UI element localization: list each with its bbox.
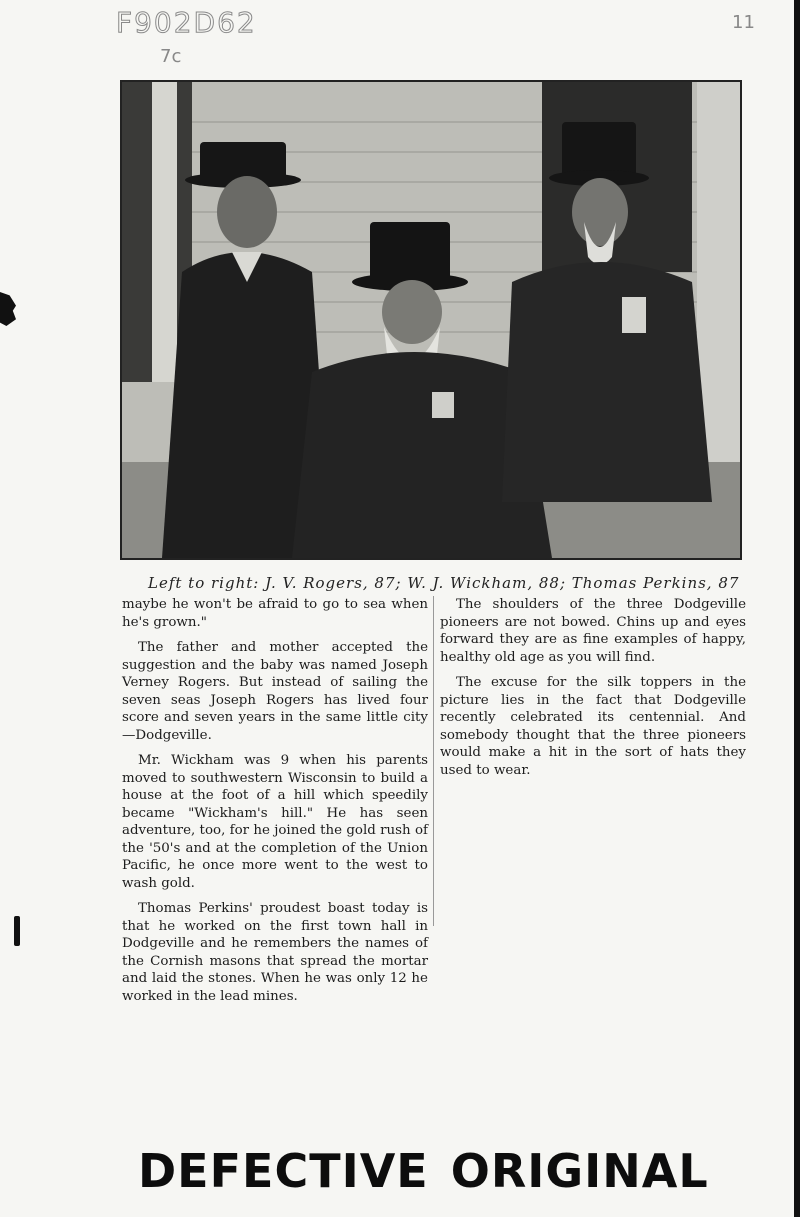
article-paragraph: Thomas Perkins' proudest boast today is that he worked on the first town hall in Dodgeville and he remembers the names of the Cornish masons that spread the mortar and laid the stones. When he was only 12 he worked in the lead mines. bbox=[122, 901, 428, 1004]
article-paragraph: The excuse for the silk toppers in the picture lies in the fact that Dodgeville recently celebrated its centennial. And somebody thought that the three pioneers would make a hit in the sort of hats they used to wear. bbox=[440, 675, 746, 778]
newspaper-photo bbox=[120, 80, 742, 560]
archive-code: F902D62 bbox=[116, 6, 257, 39]
article-left-column bbox=[122, 596, 428, 1013]
stamp-word: DEFECTIVE bbox=[138, 1144, 429, 1198]
article-paragraph: Mr. Wickham was 9 when his parents moved to southwestern Wisconsin to build a house at the foot of a hill which speedily became "Wickham's hill." He has seen adventure, too, for he joined the gold rush of the '50's and at the completion of the Union Pacific, he once more went to the west to wash gold. bbox=[122, 753, 428, 891]
binding-tick bbox=[14, 916, 20, 946]
column-divider bbox=[433, 596, 434, 926]
defective-original-stamp bbox=[138, 1144, 709, 1198]
archive-subcode: 7c bbox=[160, 46, 182, 67]
photo-caption: Left to right: J. V. Rogers, 87; W. J. Wickham, 88; Thomas Perkins, 87 bbox=[148, 574, 740, 592]
page-edge-shadow bbox=[794, 0, 800, 1217]
stamp-word: ORIGINAL bbox=[450, 1144, 709, 1198]
page-number: 11 bbox=[732, 12, 755, 33]
article-paragraph: The father and mother accepted the suggestion and the baby was named Joseph Verney Rogers. But instead of sailing the seven seas Joseph Rogers has lived four score and seven years in the same little city—Dodgeville. bbox=[122, 640, 428, 743]
photo-illustration bbox=[122, 82, 740, 558]
article-right-column bbox=[440, 596, 746, 787]
binding-mark bbox=[0, 292, 16, 326]
article-paragraph: The shoulders of the three Dodgeville pioneers are not bowed. Chins up and eyes forward they are as fine examples of happy, healthy old age as you will find. bbox=[440, 597, 746, 665]
article-paragraph: maybe he won't be afraid to go to sea when he's grown." bbox=[122, 597, 428, 630]
